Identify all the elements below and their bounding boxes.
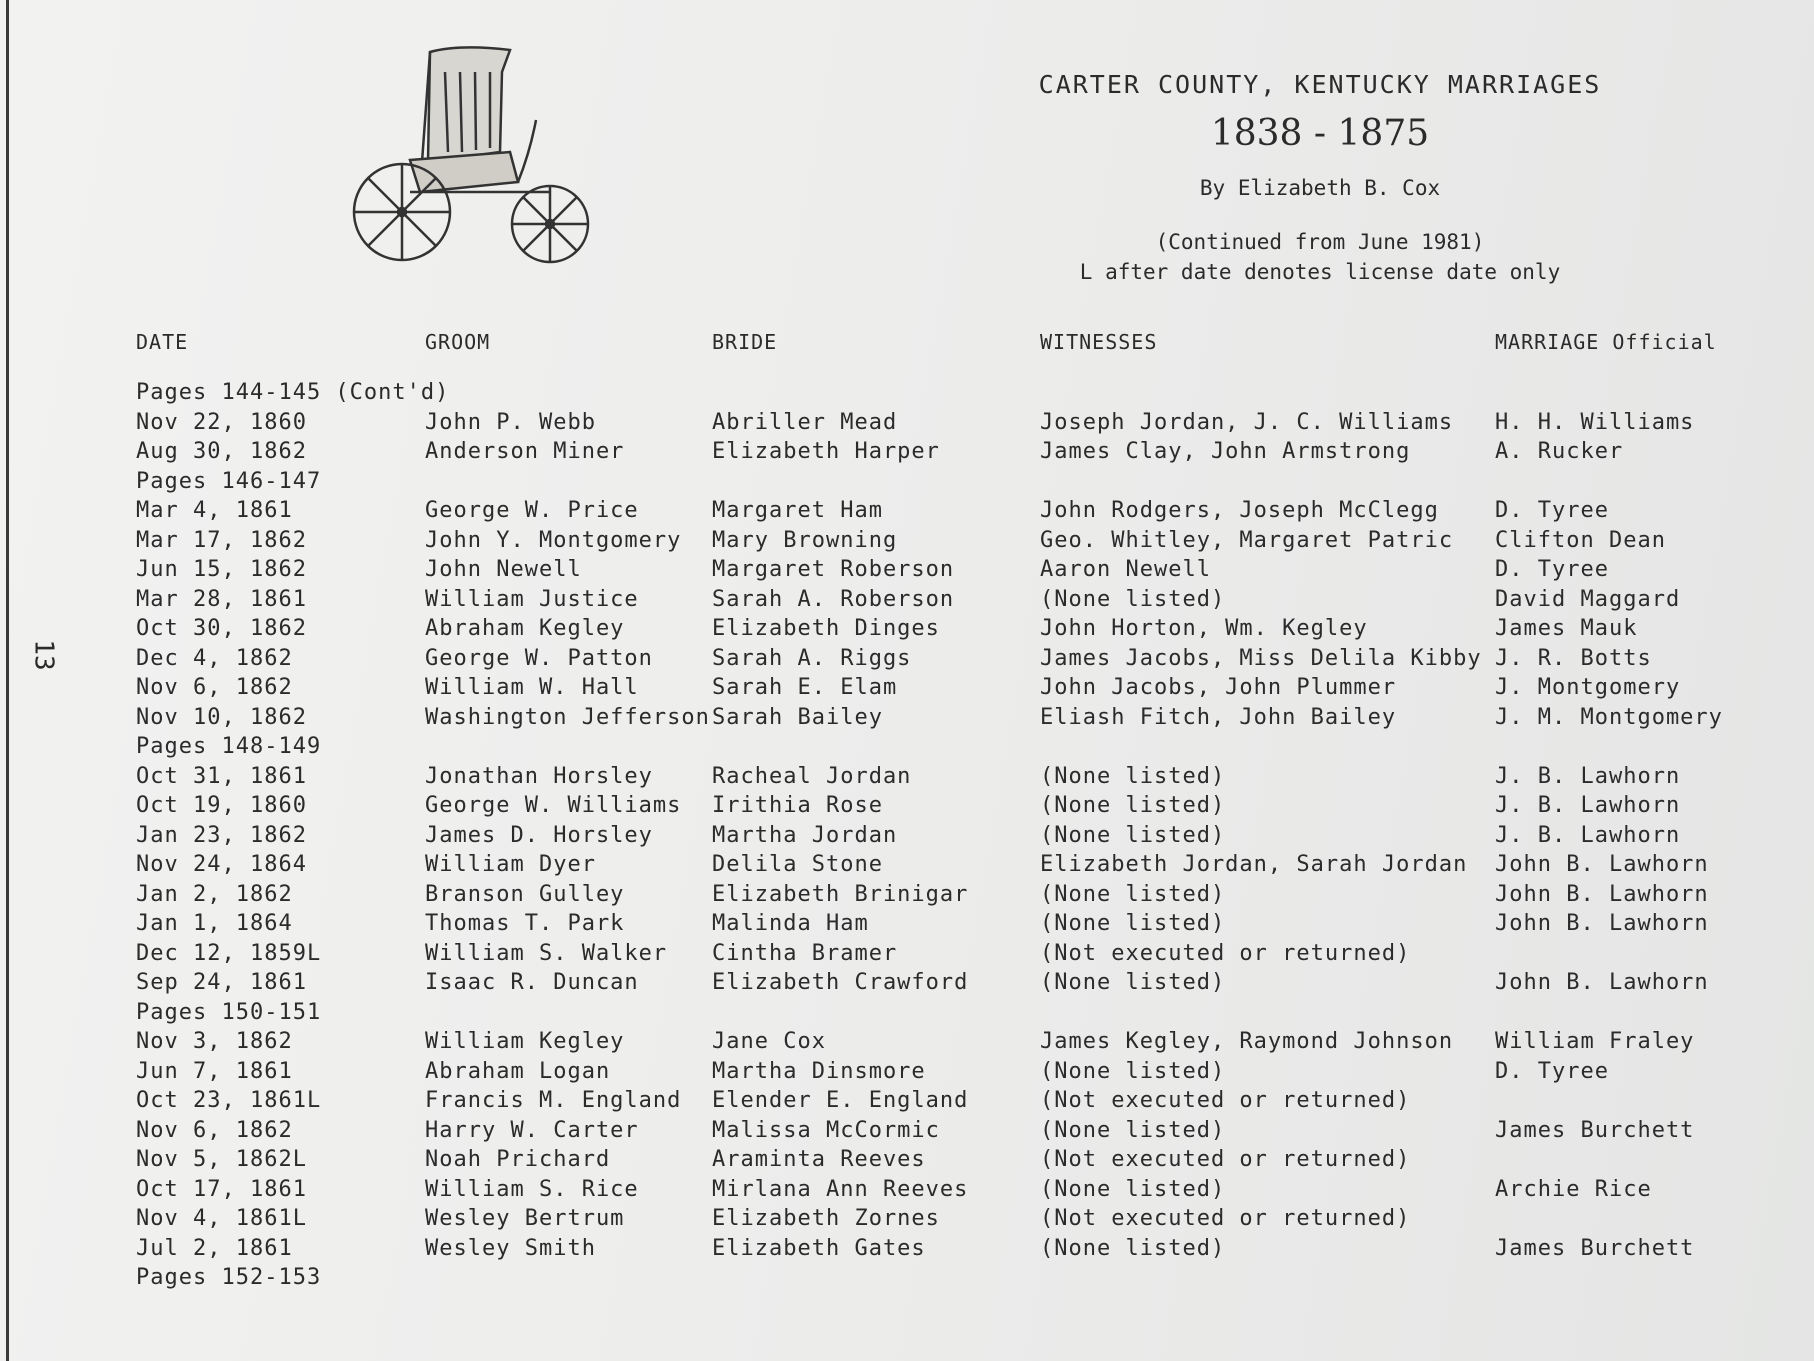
record-groom: William Dyer <box>425 852 596 877</box>
record-date: Mar 4, 1861 <box>136 498 293 523</box>
table-row <box>0 646 1814 676</box>
section-heading-label: Pages 150-151 <box>136 999 322 1025</box>
table-row <box>0 587 1814 617</box>
column-header-official: MARRIAGE Official <box>1495 330 1717 354</box>
record-date: Oct 17, 1861 <box>136 1176 307 1202</box>
section-heading-label: Pages 152-153 <box>136 1265 322 1290</box>
record-witnesses: (None listed) <box>1040 911 1226 936</box>
section-heading <box>0 380 1814 410</box>
record-groom: George W. Williams <box>425 793 682 818</box>
record-date: Nov 10, 1862 <box>136 704 307 730</box>
table-row <box>0 852 1814 882</box>
record-witnesses: Joseph Jordan, J. C. Williams <box>1040 409 1454 435</box>
record-bride: Elizabeth Harper <box>712 439 940 464</box>
record-official: William Fraley <box>1495 1029 1695 1054</box>
record-groom: Branson Gulley <box>425 881 625 907</box>
record-bride: Sarah A. Roberson <box>712 586 955 612</box>
record-date: Jul 2, 1861 <box>136 1235 293 1261</box>
license-note: L after date denotes license date only <box>1079 260 1561 284</box>
record-bride: Elizabeth Brinigar <box>712 881 969 907</box>
record-official: J. R. Botts <box>1495 645 1652 671</box>
record-official: D. Tyree <box>1495 557 1609 582</box>
record-date: Nov 3, 1862 <box>136 1029 293 1054</box>
table-row <box>0 1118 1814 1148</box>
record-bride: Elizabeth Dinges <box>712 616 940 641</box>
record-witnesses: (None listed) <box>1040 793 1226 818</box>
record-date: Oct 19, 1860 <box>136 793 307 818</box>
record-bride: Margaret Ham <box>712 498 883 523</box>
record-witnesses: John Rodgers, Joseph McClegg <box>1040 498 1439 523</box>
record-bride: Mary Browning <box>712 527 898 553</box>
record-witnesses: Aaron Newell <box>1040 557 1211 582</box>
table-row <box>0 675 1814 705</box>
record-groom: William S. Walker <box>425 940 668 966</box>
record-date: Nov 6, 1862 <box>136 675 293 700</box>
section-heading-label: Pages 146-147 <box>136 468 322 494</box>
table-row <box>0 793 1814 823</box>
record-date: Jun 7, 1861 <box>136 1058 293 1084</box>
record-bride: Elender E. England <box>712 1088 969 1113</box>
column-header-bride: BRIDE <box>712 330 778 354</box>
side-page-number: 13 <box>28 639 59 671</box>
table-row <box>0 1206 1814 1236</box>
record-witnesses: (None listed) <box>1040 881 1226 907</box>
section-heading-label: Pages 148-149 <box>136 734 322 759</box>
record-date: Nov 24, 1864 <box>136 852 307 877</box>
record-groom: Anderson Miner <box>425 439 625 464</box>
marriage-records <box>0 380 1814 1295</box>
record-official: John B. Lawhorn <box>1495 970 1709 995</box>
record-date: Oct 30, 1862 <box>136 616 307 641</box>
table-row <box>0 498 1814 528</box>
record-witnesses: (None listed) <box>1040 970 1226 995</box>
year-range: 1838 - 1875 <box>1210 113 1430 154</box>
table-row <box>0 911 1814 941</box>
record-date: Nov 22, 1860 <box>136 409 307 435</box>
record-witnesses: John Jacobs, John Plummer <box>1040 675 1397 700</box>
record-groom: George W. Patton <box>425 645 653 671</box>
record-groom: William Kegley <box>425 1029 625 1054</box>
record-bride: Sarah A. Riggs <box>712 645 912 671</box>
record-bride: Irithia Rose <box>712 793 883 818</box>
record-bride: Abriller Mead <box>712 409 898 435</box>
record-witnesses: (None listed) <box>1040 1058 1226 1084</box>
table-row <box>0 764 1814 794</box>
record-official: James Burchett <box>1495 1117 1695 1143</box>
record-witnesses: (None listed) <box>1040 1235 1226 1261</box>
record-groom: James D. Horsley <box>425 822 653 848</box>
section-heading <box>0 1265 1814 1295</box>
record-official: James Burchett <box>1495 1235 1695 1261</box>
record-witnesses: James Kegley, Raymond Johnson <box>1040 1029 1454 1054</box>
record-date: Jun 15, 1862 <box>136 557 307 582</box>
record-groom: William W. Hall <box>425 675 639 700</box>
table-row <box>0 616 1814 646</box>
record-date: Jan 23, 1862 <box>136 822 307 848</box>
record-groom: William Justice <box>425 586 639 612</box>
record-witnesses: (Not executed or returned) <box>1040 1206 1411 1231</box>
record-official: John B. Lawhorn <box>1495 881 1709 907</box>
table-row <box>0 557 1814 587</box>
table-row <box>0 823 1814 853</box>
record-witnesses: James Clay, John Armstrong <box>1040 439 1411 464</box>
record-witnesses: Geo. Whitley, Margaret Patric <box>1040 527 1454 553</box>
record-date: Jan 2, 1862 <box>136 881 293 907</box>
record-groom: George W. Price <box>425 498 639 523</box>
record-date: Jan 1, 1864 <box>136 911 293 936</box>
carriage-illustration <box>350 42 620 272</box>
table-row <box>0 1029 1814 1059</box>
table-row <box>0 1147 1814 1177</box>
record-groom: John P. Webb <box>425 409 596 435</box>
table-row <box>0 528 1814 558</box>
record-official: J. B. Lawhorn <box>1495 763 1681 789</box>
record-bride: Martha Jordan <box>712 822 898 848</box>
record-groom: Washington Jefferson <box>425 704 710 730</box>
record-official: D. Tyree <box>1495 498 1609 523</box>
record-bride: Malissa McCormic <box>712 1117 940 1143</box>
section-heading <box>0 734 1814 764</box>
record-official: J. B. Lawhorn <box>1495 822 1681 848</box>
record-official: J. B. Lawhorn <box>1495 793 1681 818</box>
record-bride: Martha Dinsmore <box>712 1058 926 1084</box>
record-official: James Mauk <box>1495 616 1638 641</box>
record-witnesses: (None listed) <box>1040 586 1226 612</box>
record-witnesses: (Not executed or returned) <box>1040 940 1411 966</box>
document-header <box>980 70 1660 284</box>
record-witnesses: (Not executed or returned) <box>1040 1088 1411 1113</box>
section-heading-label: Pages 144-145 (Cont'd) <box>136 380 450 405</box>
column-header-witnesses: WITNESSES <box>1040 330 1158 354</box>
record-witnesses: (None listed) <box>1040 1117 1226 1143</box>
record-groom: Thomas T. Park <box>425 911 625 936</box>
table-row <box>0 970 1814 1000</box>
record-date: Aug 30, 1862 <box>136 439 307 464</box>
section-heading <box>0 1000 1814 1030</box>
table-row <box>0 705 1814 735</box>
table-row <box>0 1088 1814 1118</box>
table-row <box>0 1059 1814 1089</box>
record-groom: Wesley Bertrum <box>425 1206 625 1231</box>
record-groom: Wesley Smith <box>425 1235 596 1261</box>
record-groom: Noah Prichard <box>425 1147 611 1172</box>
record-date: Nov 5, 1862L <box>136 1147 307 1172</box>
record-date: Sep 24, 1861 <box>136 970 307 995</box>
record-witnesses: James Jacobs, Miss Delila Kibby <box>1040 645 1482 671</box>
record-bride: Margaret Roberson <box>712 557 955 582</box>
record-witnesses: Eliash Fitch, John Bailey <box>1040 704 1397 730</box>
record-groom: Harry W. Carter <box>425 1117 639 1143</box>
record-date: Mar 17, 1862 <box>136 527 307 553</box>
record-official: John B. Lawhorn <box>1495 852 1709 877</box>
record-bride: Malinda Ham <box>712 911 869 936</box>
record-date: Dec 4, 1862 <box>136 645 293 671</box>
record-official: J. Montgomery <box>1495 675 1681 700</box>
record-official: D. Tyree <box>1495 1058 1609 1084</box>
record-bride: Sarah E. Elam <box>712 675 898 700</box>
record-groom: Jonathan Horsley <box>425 763 653 789</box>
record-bride: Elizabeth Zornes <box>712 1206 940 1231</box>
column-headers <box>0 330 1814 360</box>
table-row <box>0 439 1814 469</box>
record-date: Dec 12, 1859L <box>136 940 322 966</box>
record-date: Oct 23, 1861L <box>136 1088 322 1113</box>
record-official: John B. Lawhorn <box>1495 911 1709 936</box>
record-official: Archie Rice <box>1495 1176 1652 1202</box>
record-official: J. M. Montgomery <box>1495 704 1723 730</box>
record-groom: Isaac R. Duncan <box>425 970 639 995</box>
table-row <box>0 882 1814 912</box>
author-line: By Elizabeth B. Cox <box>1199 176 1441 200</box>
record-bride: Delila Stone <box>712 852 883 877</box>
record-bride: Racheal Jordan <box>712 763 912 789</box>
record-date: Nov 6, 1862 <box>136 1117 293 1143</box>
record-bride: Sarah Bailey <box>712 704 883 730</box>
table-row <box>0 1177 1814 1207</box>
column-header-groom: GROOM <box>425 330 491 354</box>
document-title: CARTER COUNTY, KENTUCKY MARRIAGES <box>1038 70 1602 99</box>
record-official: H. H. Williams <box>1495 409 1695 435</box>
section-heading <box>0 469 1814 499</box>
record-groom: Abraham Logan <box>425 1058 611 1084</box>
record-date: Oct 31, 1861 <box>136 763 307 789</box>
table-row <box>0 410 1814 440</box>
record-official: Clifton Dean <box>1495 527 1666 553</box>
record-groom: John Newell <box>425 557 582 582</box>
record-witnesses: Elizabeth Jordan, Sarah Jordan <box>1040 852 1468 877</box>
record-witnesses: (None listed) <box>1040 763 1226 789</box>
table-row <box>0 941 1814 971</box>
record-witnesses: (None listed) <box>1040 822 1226 848</box>
continuation-note: (Continued from June 1981) <box>1155 230 1485 254</box>
record-bride: Elizabeth Gates <box>712 1235 926 1261</box>
record-official: A. Rucker <box>1495 439 1624 464</box>
record-bride: Cintha Bramer <box>712 940 898 966</box>
record-date: Mar 28, 1861 <box>136 586 307 612</box>
record-witnesses: John Horton, Wm. Kegley <box>1040 616 1368 641</box>
record-bride: Jane Cox <box>712 1029 826 1054</box>
record-groom: John Y. Montgomery <box>425 527 682 553</box>
record-bride: Mirlana Ann Reeves <box>712 1176 969 1202</box>
record-official: David Maggard <box>1495 586 1681 612</box>
record-groom: William S. Rice <box>425 1176 639 1202</box>
record-groom: Francis M. England <box>425 1088 682 1113</box>
record-groom: Abraham Kegley <box>425 616 625 641</box>
column-header-date: DATE <box>136 330 189 354</box>
record-witnesses: (Not executed or returned) <box>1040 1147 1411 1172</box>
table-row <box>0 1236 1814 1266</box>
record-bride: Araminta Reeves <box>712 1147 926 1172</box>
record-bride: Elizabeth Crawford <box>712 970 969 995</box>
record-date: Nov 4, 1861L <box>136 1206 307 1231</box>
record-witnesses: (None listed) <box>1040 1176 1226 1202</box>
